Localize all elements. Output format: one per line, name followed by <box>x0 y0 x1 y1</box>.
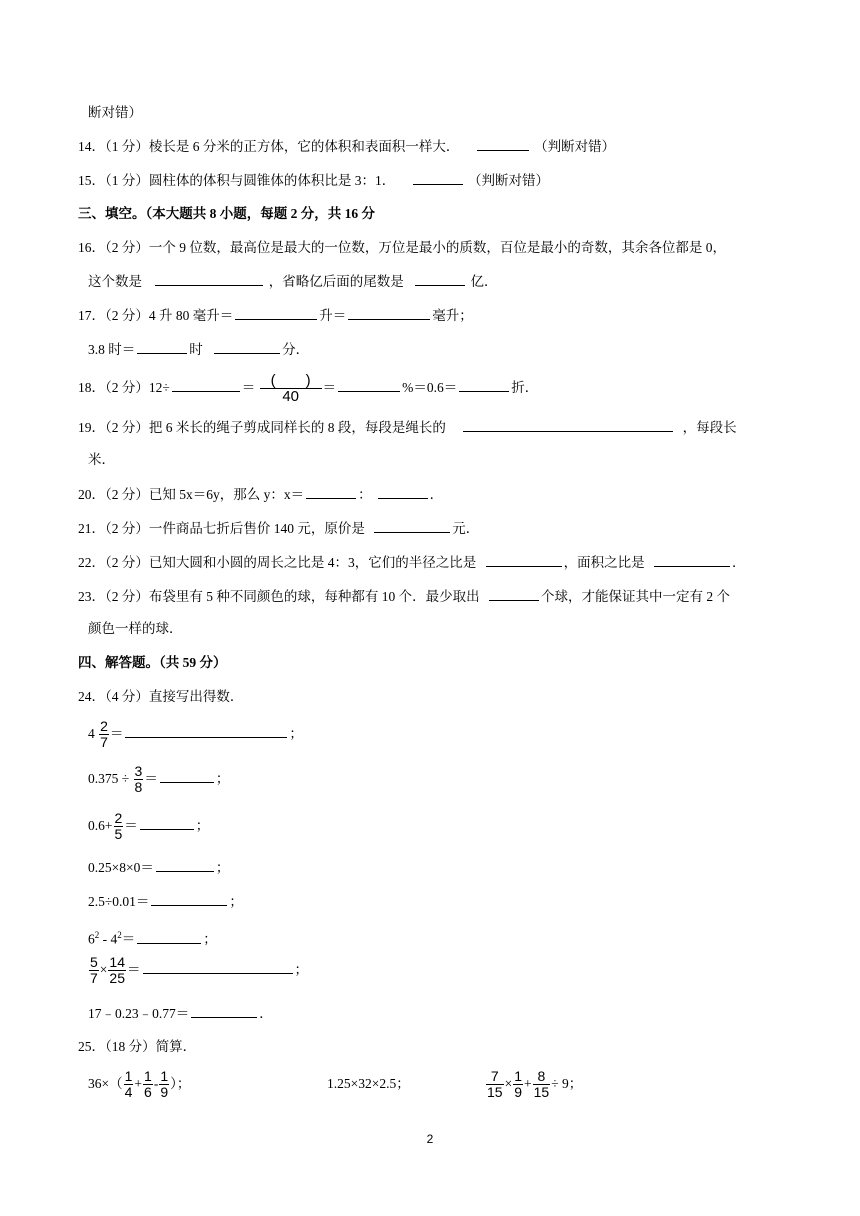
fraction: $\frac{1}{6}$ <box>144 1068 152 1101</box>
question-16-cont: 这个数是 ，省略亿后面的尾数是 亿． <box>88 274 498 289</box>
fraction: $\frac{14}{25}$ <box>109 954 125 987</box>
answer-blank[interactable] <box>140 816 194 830</box>
answer-blank[interactable] <box>125 724 287 738</box>
fraction-numerator-blank[interactable]: ( ) <box>270 372 311 390</box>
question-23: 23．（2 分）布袋里有 5 种不同颜色的球，每种都有 10 个．最少取出 个球，才能保证其中一定有 2 个 <box>78 589 730 604</box>
question-14: 14．（1 分）棱长是 6 分米的正方体，它的体积和表面积一样大． （判断对错） <box>78 139 616 154</box>
answer-blank[interactable] <box>160 769 214 783</box>
expr-6: $6^2 - 4^2=$ ； <box>88 930 217 947</box>
fraction: $\frac{1}{9}$ <box>514 1068 522 1101</box>
line-continuation: 断对错） <box>88 105 142 120</box>
expr-2: 0.375 ÷ $\frac{3}{8}$ ＝ ； <box>88 763 230 796</box>
simplify-3: $\frac{7}{15}$ × $\frac{1}{9}$ + $\frac{8}{15}$ ÷ 9； <box>487 1068 583 1101</box>
answer-blank[interactable] <box>235 306 317 320</box>
expr-4: 0.25×8×0＝ ； <box>88 860 230 875</box>
section-4-heading: 四、解答题。（共 59 分） <box>78 655 227 670</box>
answer-blank[interactable] <box>413 171 463 185</box>
question-21: 21．（2 分）一件商品七折后售价 140 元，原价是 元． <box>78 521 480 536</box>
answer-blank[interactable] <box>143 960 293 974</box>
simplify-2: 1.25×32×2.5； <box>327 1076 410 1091</box>
answer-blank[interactable] <box>137 930 201 944</box>
question-15: 15．（1 分）圆柱体的体积与圆锥体的体积比是 3：1． （判断对错） <box>78 173 549 188</box>
fraction: $\frac{2}{7}$ <box>100 718 108 751</box>
fraction: $\frac{1}{9}$ <box>160 1068 169 1101</box>
fraction: $\frac{1}{4}$ <box>124 1068 133 1101</box>
answer-blank[interactable] <box>306 485 356 499</box>
fraction: $\frac{3}{8}$ <box>134 763 143 796</box>
answer-blank[interactable] <box>374 519 450 533</box>
section-3-heading: 三、填空。（本大题共 8 小题，每题 2 分，共 16 分 <box>78 206 375 221</box>
answer-blank[interactable] <box>348 306 430 320</box>
answer-blank[interactable] <box>191 1004 257 1018</box>
answer-blank[interactable] <box>477 137 529 151</box>
answer-blank[interactable] <box>155 272 263 286</box>
answer-blank[interactable] <box>214 340 280 354</box>
answer-blank[interactable] <box>151 892 227 906</box>
expr-3: 0.6+ $\frac{2}{5}$ ＝ ； <box>88 810 210 843</box>
question-20: 20．（2 分）已知 5x＝6y，那么 y：x＝ ： ． <box>78 487 444 502</box>
question-18: 18．（2 分）12÷ ＝ $\frac{( )}{40}$ ＝ %＝0.6＝ 折． <box>78 372 539 406</box>
answer-blank[interactable] <box>378 485 428 499</box>
expr-8: 17﹣0.23﹣0.77＝ ． <box>88 1006 273 1021</box>
answer-blank[interactable] <box>489 587 539 601</box>
fraction: $\frac{7}{15}$ <box>487 1068 503 1101</box>
answer-blank[interactable] <box>463 418 673 432</box>
question-16: 16．（2 分）一个 9 位数，最高位是最大的一位数，万位是最小的质数，百位是最小的奇数，其余各位都是 0， <box>78 240 726 255</box>
question-17-cont: 3.8 时＝ 时 分． <box>88 342 310 357</box>
fraction: $\frac{5}{7}$ <box>90 954 98 987</box>
fraction <box>260 373 322 404</box>
simplify-1: 36×（ $\frac{1}{4}$ + $\frac{1}{6}$ - $\frac{1}{9}$ ）； <box>88 1068 191 1101</box>
answer-blank[interactable] <box>156 858 214 872</box>
answer-blank[interactable] <box>338 378 400 392</box>
question-25: 25．（18 分）简算． <box>78 1039 197 1054</box>
question-22: 22．（2 分）已知大圆和小圆的周长之比是 4：3，它们的半径之比是 ，面积之比是 ． <box>78 555 746 570</box>
expr-1: 4 $\frac{2}{7}$ ＝ ； <box>88 718 303 751</box>
fraction: $\frac{2}{5}$ <box>114 810 123 843</box>
fraction-denominator: 40 <box>260 388 322 404</box>
question-24: 24．（4 分）直接写出得数． <box>78 689 244 704</box>
answer-blank[interactable] <box>459 378 509 392</box>
question-19: 19．（2 分）把 6 米长的绳子剪成同样长的 8 段，每段是绳长的 ，每段长 <box>78 420 737 435</box>
answer-blank[interactable] <box>137 340 187 354</box>
fraction: $\frac{8}{15}$ <box>533 1068 550 1101</box>
question-17: 17．（2 分）4 升 80 毫升＝ 升＝ 毫升； <box>78 308 473 323</box>
expr-7: $\frac{5}{7}$ × $\frac{14}{25}$ ＝ ； <box>90 954 308 987</box>
page-number: 2 <box>426 1132 434 1146</box>
answer-blank[interactable] <box>172 378 240 392</box>
answer-blank[interactable] <box>654 553 730 567</box>
expr-5: 2.5÷0.01＝ ； <box>88 894 243 909</box>
question-23-cont: 颜色一样的球． <box>88 621 183 636</box>
question-19-cont: 米． <box>88 452 115 467</box>
answer-blank[interactable] <box>415 272 465 286</box>
answer-blank[interactable] <box>486 553 562 567</box>
